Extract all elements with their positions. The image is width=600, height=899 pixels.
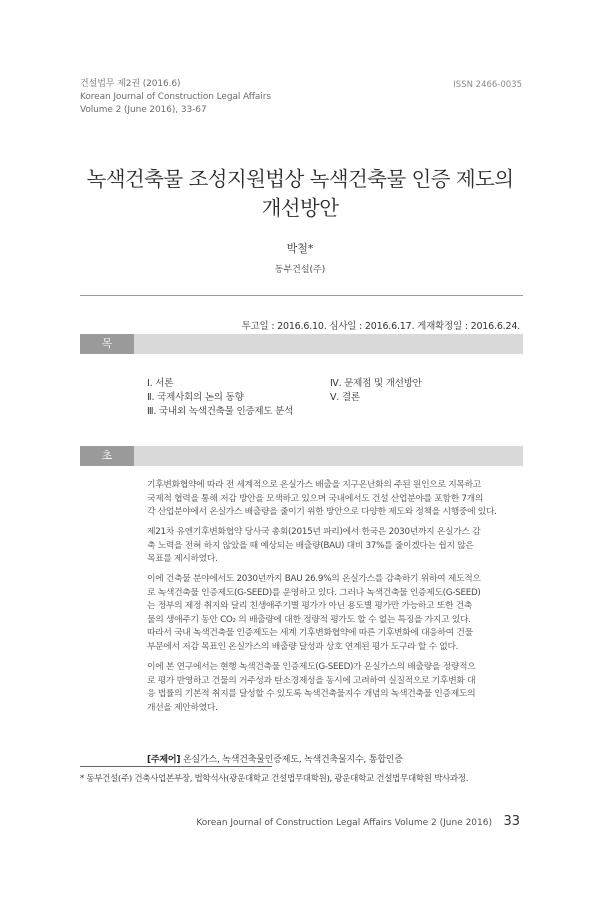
abstract-line: 각 산업분야에서 온실가스 배출량을 줄이기 위한 방안으로 다양한 제도와 정책을 시행중에 있다. <box>147 507 497 518</box>
issn: ISSN 2466-0035 <box>453 80 522 90</box>
toc-header-bar <box>80 334 523 354</box>
abstract-paragraph-4 <box>147 661 518 715</box>
journal-korean-title: 건설법무 제2권 (2016.6) <box>80 79 181 89</box>
toc-item-5: Ⅴ. 결론 <box>330 392 360 403</box>
keywords-list: 온실가스, 녹색건축물인증제도, 녹색건축물지수, 통합인증 <box>180 755 403 765</box>
footer-journal: Korean Journal of Construction Legal Affairs Volume 2 (June 2016) <box>196 818 492 828</box>
abstract-line: 는 정부의 제정 취지와 달리 친생애주기별 평가가 아닌 용도별 평가만 가능하고 또한 건축 <box>147 601 473 612</box>
abstract-line: 이에 건축물 분야에서도 2030년까지 BAU 26.9%의 온실가스를 감축하기 위하여 제도적으 <box>147 574 481 584</box>
toc-item-4: Ⅳ. 문제점 및 개선방안 <box>330 378 422 389</box>
abstract-paragraph-3 <box>147 573 518 655</box>
abstract-paragraph-2 <box>147 526 518 567</box>
abstract-paragraph-1 <box>147 479 518 520</box>
submission-dates: 투고일 : 2016.6.10. 심사일 : 2016.6.17. 게재확정일 : 2016.6.24. <box>241 321 520 332</box>
abstract-line: 로 녹색건축물 인증제도(G-SEED)를 운영하고 있다. 그러나 녹색건축물 인증제도(G-SEED) <box>147 587 481 598</box>
abstract-line: 부문에서 저감 목표인 온실가스의 배출량 달성과 상호 연계된 평가 도구라 할 수 없다. <box>147 641 459 652</box>
page-number: 33 <box>503 814 520 829</box>
abstract-header-bar <box>80 446 523 466</box>
journal-volume: Volume 2 (June 2016), 33-67 <box>80 105 207 115</box>
keywords <box>147 752 518 765</box>
abstract-line: 제21차 유엔기후변화협약 당사국 총회(2015년 파리)에서 한국은 2030년까지 온실가스 감 <box>147 527 481 537</box>
abstract-line: 로 평가 반영하고 건물의 거주성과 탄소경제성을 동시에 고려하여 실질적으로 기후변화 대 <box>147 675 476 686</box>
abstract-line: 국제적 협력을 통해 저감 방안을 모색하고 있으며 국내에서도 건설 산업분야를 포함한 7개의 <box>147 493 484 504</box>
toc-item-3: Ⅲ. 국내외 녹색건축물 인증제도 분석 <box>147 406 294 417</box>
abstract-line: 개선을 제안하였다. <box>147 702 218 713</box>
abstract-label: 초 록 <box>80 446 134 466</box>
footnote-divider <box>80 766 272 767</box>
abstract-line: 따라서 국내 녹색건축물 인증제도는 세계 기후변화협약에 따른 기후변화에 대응하여 건물 <box>147 628 473 639</box>
footnote: * 동부건설(주) 건축사업본부장, 법학석사(광운대학교 건설법무대학원), 광운대학교 건설법무대학원 박사과정. <box>80 774 469 784</box>
author-name: 박철* <box>286 242 314 255</box>
journal-english-title: Korean Journal of Construction Legal Affairs <box>80 92 271 102</box>
abstract-line: 기후변화협약에 따라 전 세계적으로 온실가스 배출을 지구온난화의 주된 원인으로 지목하고 <box>147 480 481 490</box>
keywords-label: [주제어] <box>147 755 181 765</box>
abstract-line: 이에 본 연구에서는 현행 녹색건축물 인증제도(G-SEED)가 온실가스의 배출량을 정량적으 <box>147 662 476 672</box>
article-title-line1: 녹색건축물 조성지원법상 녹색건축물 인증 제도의 <box>86 167 514 191</box>
toc-item-1: Ⅰ. 서론 <box>147 378 174 389</box>
abstract-line: 응 법률의 기본적 취지를 달성할 수 있도록 녹색건축물지수 개념의 녹색건축물 인증제도의 <box>147 689 476 700</box>
toc-label: 목 차 <box>80 334 134 354</box>
article-title-line2: 개선방안 <box>261 196 339 220</box>
author-affiliation: 동부건설(주) <box>274 265 326 275</box>
abstract-line: 목표를 제시하였다. <box>147 554 218 565</box>
toc-item-2: Ⅱ. 국제사회의 논의 동향 <box>147 392 244 403</box>
divider <box>80 295 523 296</box>
abstract-line: 축 노력을 전혀 하지 않았을 때 예상되는 배출량(BAU) 대비 37%를 줄이겠다는 쉽지 않은 <box>147 540 474 551</box>
abstract-line: 물의 생애주기 동안 CO₂ 의 배출량에 대한 정량적 평가도 할 수 없는 특징을 가지고 있다. <box>147 614 471 625</box>
